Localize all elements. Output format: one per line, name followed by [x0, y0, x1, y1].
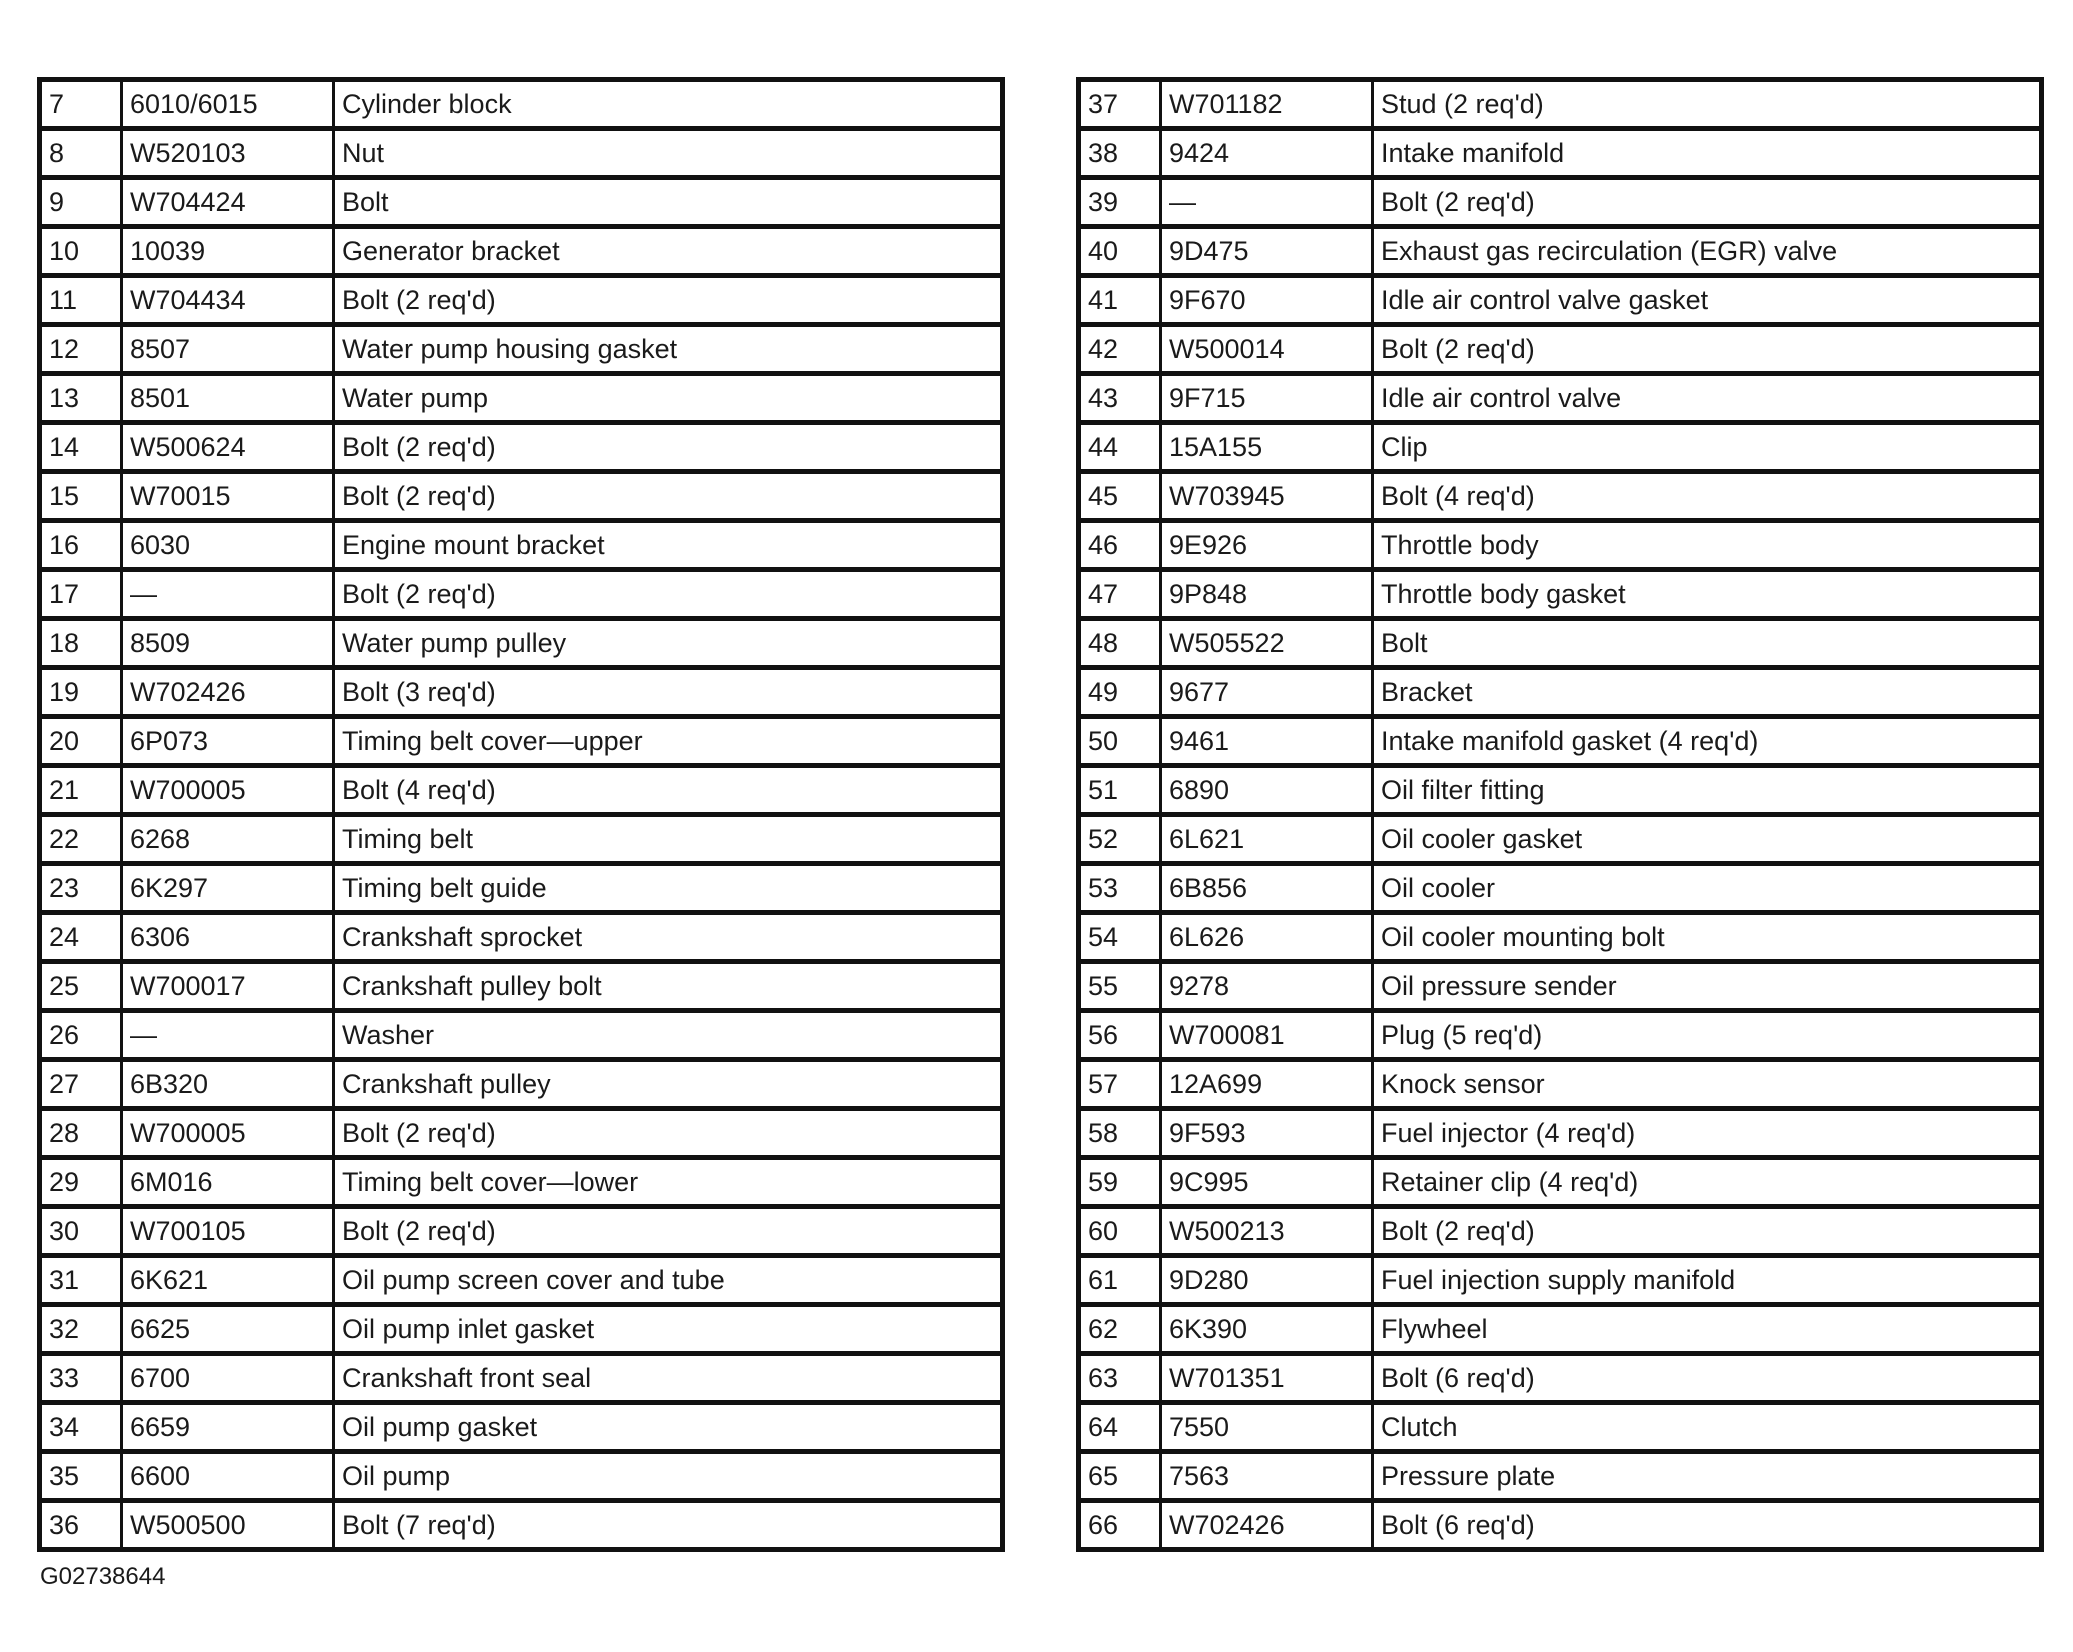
part-number-cell: W70015 [122, 472, 334, 521]
item-number-cell: 24 [40, 913, 122, 962]
description-cell: Bolt (2 req'd) [334, 570, 1003, 619]
item-number-cell: 57 [1079, 1060, 1161, 1109]
item-number-cell: 53 [1079, 864, 1161, 913]
item-number-cell: 59 [1079, 1158, 1161, 1207]
description-cell: Crankshaft pulley [334, 1060, 1003, 1109]
part-number-cell: 12A699 [1161, 1060, 1373, 1109]
description-cell: Oil filter fitting [1373, 766, 2042, 815]
part-number-cell: 9F715 [1161, 374, 1373, 423]
part-number-cell: W703945 [1161, 472, 1373, 521]
part-number-cell: 15A155 [1161, 423, 1373, 472]
part-number-cell: 9F670 [1161, 276, 1373, 325]
part-number-cell: 6K390 [1161, 1305, 1373, 1354]
table-row [40, 325, 1003, 374]
table-row [1079, 913, 2042, 962]
item-number-cell: 15 [40, 472, 122, 521]
table-row [1079, 1403, 2042, 1452]
item-number-cell: 46 [1079, 521, 1161, 570]
item-number-cell: 8 [40, 129, 122, 178]
item-number-cell: 47 [1079, 570, 1161, 619]
table-row [1079, 962, 2042, 1011]
item-number-cell: 32 [40, 1305, 122, 1354]
part-number-cell: 6L621 [1161, 815, 1373, 864]
part-number-cell: W700105 [122, 1207, 334, 1256]
description-cell: Clip [1373, 423, 2042, 472]
item-number-cell: 58 [1079, 1109, 1161, 1158]
description-cell: Idle air control valve [1373, 374, 2042, 423]
part-number-cell: 7550 [1161, 1403, 1373, 1452]
item-number-cell: 52 [1079, 815, 1161, 864]
part-number-cell: 9D475 [1161, 227, 1373, 276]
description-cell: Exhaust gas recirculation (EGR) valve [1373, 227, 2042, 276]
part-number-cell: 9E926 [1161, 521, 1373, 570]
table-row [40, 913, 1003, 962]
description-cell: Washer [334, 1011, 1003, 1060]
table-row [1079, 521, 2042, 570]
part-number-cell: W500500 [122, 1501, 334, 1550]
table-row [1079, 129, 2042, 178]
item-number-cell: 31 [40, 1256, 122, 1305]
part-number-cell: 9C995 [1161, 1158, 1373, 1207]
description-cell: Generator bracket [334, 227, 1003, 276]
table-row [40, 1060, 1003, 1109]
part-number-cell: W500213 [1161, 1207, 1373, 1256]
description-cell: Knock sensor [1373, 1060, 2042, 1109]
item-number-cell: 65 [1079, 1452, 1161, 1501]
table-row [40, 1256, 1003, 1305]
description-cell: Water pump [334, 374, 1003, 423]
description-cell: Flywheel [1373, 1305, 2042, 1354]
table-row [40, 570, 1003, 619]
part-number-cell: W702426 [122, 668, 334, 717]
table-row [40, 227, 1003, 276]
table-row [40, 374, 1003, 423]
part-number-cell: 6625 [122, 1305, 334, 1354]
table-row [1079, 815, 2042, 864]
part-number-cell: W701351 [1161, 1354, 1373, 1403]
item-number-cell: 34 [40, 1403, 122, 1452]
table-row [1079, 1207, 2042, 1256]
part-number-cell: W700005 [122, 1109, 334, 1158]
description-cell: Bolt (2 req'd) [1373, 178, 2042, 227]
table-row [40, 1403, 1003, 1452]
item-number-cell: 21 [40, 766, 122, 815]
parts-table-left [37, 77, 1005, 1552]
part-number-cell: 8507 [122, 325, 334, 374]
item-number-cell: 18 [40, 619, 122, 668]
part-number-cell: W701182 [1161, 80, 1373, 129]
item-number-cell: 35 [40, 1452, 122, 1501]
item-number-cell: 27 [40, 1060, 122, 1109]
description-cell: Crankshaft front seal [334, 1354, 1003, 1403]
item-number-cell: 37 [1079, 80, 1161, 129]
description-cell: Stud (2 req'd) [1373, 80, 2042, 129]
table-row [40, 766, 1003, 815]
table-row [40, 178, 1003, 227]
table-row [1079, 766, 2042, 815]
item-number-cell: 43 [1079, 374, 1161, 423]
table-row [1079, 80, 2042, 129]
table-row [1079, 570, 2042, 619]
item-number-cell: 60 [1079, 1207, 1161, 1256]
description-cell: Oil cooler mounting bolt [1373, 913, 2042, 962]
part-number-cell: 6L626 [1161, 913, 1373, 962]
description-cell: Oil cooler [1373, 864, 2042, 913]
part-number-cell: — [1161, 178, 1373, 227]
description-cell: Bolt (2 req'd) [1373, 1207, 2042, 1256]
part-number-cell: W704434 [122, 276, 334, 325]
description-cell: Oil cooler gasket [1373, 815, 2042, 864]
description-cell: Timing belt cover—upper [334, 717, 1003, 766]
part-number-cell: 8509 [122, 619, 334, 668]
part-number-cell: W520103 [122, 129, 334, 178]
description-cell: Timing belt guide [334, 864, 1003, 913]
description-cell: Engine mount bracket [334, 521, 1003, 570]
item-number-cell: 36 [40, 1501, 122, 1550]
description-cell: Nut [334, 129, 1003, 178]
part-number-cell: 6010/6015 [122, 80, 334, 129]
item-number-cell: 22 [40, 815, 122, 864]
table-row [1079, 864, 2042, 913]
table-row [40, 1158, 1003, 1207]
description-cell: Fuel injection supply manifold [1373, 1256, 2042, 1305]
table-row [40, 1011, 1003, 1060]
item-number-cell: 26 [40, 1011, 122, 1060]
table-row [1079, 472, 2042, 521]
part-number-cell: W700017 [122, 962, 334, 1011]
item-number-cell: 55 [1079, 962, 1161, 1011]
description-cell: Oil pump gasket [334, 1403, 1003, 1452]
description-cell: Bolt (6 req'd) [1381, 1510, 1535, 1540]
parts-table-right [1076, 77, 2044, 1552]
item-number-cell: 12 [40, 325, 122, 374]
part-number-cell: 10039 [122, 227, 334, 276]
table-row [1079, 1011, 2042, 1060]
part-number-cell: W505522 [1161, 619, 1373, 668]
part-number-cell: 6030 [122, 521, 334, 570]
table-row [40, 864, 1003, 913]
table-row [40, 668, 1003, 717]
description-cell: Cylinder block [334, 80, 1003, 129]
part-number-cell: W700005 [122, 766, 334, 815]
description-cell: Bolt (6 req'd) [1373, 1354, 2042, 1403]
description-cell: Bolt (2 req'd) [334, 472, 1003, 521]
description-cell: Oil pump inlet gasket [334, 1305, 1003, 1354]
description-cell: Timing belt [334, 815, 1003, 864]
item-number-cell: 16 [40, 521, 122, 570]
part-number-cell: 6659 [122, 1403, 334, 1452]
description-cell: Bolt [334, 178, 1003, 227]
part-number-cell: 6600 [122, 1452, 334, 1501]
description-cell: Retainer clip (4 req'd) [1373, 1158, 2042, 1207]
part-number-cell: 6268 [122, 815, 334, 864]
description-cell: Bracket [1373, 668, 2042, 717]
parts-table-left-body [40, 80, 1003, 1550]
part-number-cell: 9P848 [1161, 570, 1373, 619]
item-number-cell: 33 [40, 1354, 122, 1403]
table-row [1079, 717, 2042, 766]
table-row [1079, 178, 2042, 227]
item-number-cell: 56 [1079, 1011, 1161, 1060]
description-cell: Crankshaft sprocket [334, 913, 1003, 962]
item-number-cell: 19 [40, 668, 122, 717]
table-row [40, 276, 1003, 325]
table-row [1079, 619, 2042, 668]
table-row [40, 1109, 1003, 1158]
item-number-cell: 61 [1079, 1256, 1161, 1305]
table-row [40, 80, 1003, 129]
part-number-cell: 9F593 [1161, 1109, 1373, 1158]
table-row [1079, 1305, 2042, 1354]
table-row [1079, 1354, 2042, 1403]
table-row [40, 962, 1003, 1011]
part-number-cell: 6K297 [122, 864, 334, 913]
part-number-cell: 6M016 [122, 1158, 334, 1207]
item-number-cell: 64 [1079, 1403, 1161, 1452]
description-cell: Intake manifold [1373, 129, 2042, 178]
description-cell: Intake manifold gasket (4 req'd) [1373, 717, 2042, 766]
description-cell: Water pump housing gasket [334, 325, 1003, 374]
item-number-cell: 11 [40, 276, 122, 325]
part-number-cell: 6306 [122, 913, 334, 962]
part-number-cell: 6K621 [122, 1256, 334, 1305]
part-number-cell: 6B856 [1161, 864, 1373, 913]
item-number-cell: 28 [40, 1109, 122, 1158]
part-number-cell: 6P073 [122, 717, 334, 766]
table-row [40, 521, 1003, 570]
table-row [1079, 227, 2042, 276]
part-number-cell: 8501 [122, 374, 334, 423]
part-number-cell: 9424 [1161, 129, 1373, 178]
part-number-cell: — [122, 570, 334, 619]
table-row [40, 129, 1003, 178]
table-row [1079, 1501, 2042, 1550]
table-row [40, 1305, 1003, 1354]
description-cell: Throttle body [1373, 521, 2042, 570]
table-row [1079, 1256, 2042, 1305]
description-cell: Fuel injector (4 req'd) [1373, 1109, 2042, 1158]
item-number-cell: 51 [1079, 766, 1161, 815]
description-cell: Bolt (2 req'd) [334, 423, 1003, 472]
table-row [40, 619, 1003, 668]
description-cell: Bolt (2 req'd) [334, 1207, 1003, 1256]
description-cell: Idle air control valve gasket [1373, 276, 2042, 325]
table-row [1079, 1452, 2042, 1501]
table-row [1079, 668, 2042, 717]
item-number-cell: 42 [1079, 325, 1161, 374]
description-cell: Bolt (4 req'd) [334, 766, 1003, 815]
item-number-cell: 29 [40, 1158, 122, 1207]
table-row [40, 472, 1003, 521]
item-number-cell: 48 [1079, 619, 1161, 668]
part-number-cell: — [122, 1011, 334, 1060]
item-number-cell: 13 [40, 374, 122, 423]
part-number-cell: W704424 [122, 178, 334, 227]
item-number-cell: 7 [40, 80, 122, 129]
part-number-cell: 9278 [1161, 962, 1373, 1011]
description-cell: Bolt (2 req'd) [334, 276, 1003, 325]
item-number-cell: 30 [40, 1207, 122, 1256]
item-number-cell: 66 [1079, 1501, 1161, 1550]
table-row [1079, 325, 2042, 374]
table-row [1079, 1060, 2042, 1109]
part-number-cell: W702426 [1161, 1501, 1373, 1550]
table-row [40, 1354, 1003, 1403]
part-number-cell: W700081 [1161, 1011, 1373, 1060]
description-cell: Bolt (7 req'd) [342, 1510, 496, 1540]
table-row [1079, 276, 2042, 325]
item-number-cell: 10 [40, 227, 122, 276]
item-number-cell: 44 [1079, 423, 1161, 472]
item-number-cell: 41 [1079, 276, 1161, 325]
item-number-cell: 17 [40, 570, 122, 619]
item-number-cell: 40 [1079, 227, 1161, 276]
table-row [1079, 423, 2042, 472]
description-cell: Oil pump screen cover and tube [334, 1256, 1003, 1305]
part-number-cell: 7563 [1161, 1452, 1373, 1501]
part-number-cell: 6B320 [122, 1060, 334, 1109]
description-cell: Throttle body gasket [1373, 570, 2042, 619]
description-cell: Bolt [1373, 619, 2042, 668]
item-number-cell: 49 [1079, 668, 1161, 717]
item-number-cell: 20 [40, 717, 122, 766]
description-cell: Bolt (4 req'd) [1373, 472, 2042, 521]
table-row [1079, 374, 2042, 423]
item-number-cell: 39 [1079, 178, 1161, 227]
table-row [40, 1452, 1003, 1501]
part-number-cell: 6700 [122, 1354, 334, 1403]
table-row [40, 1207, 1003, 1256]
part-number-cell: 6890 [1161, 766, 1373, 815]
part-number-cell: 9D280 [1161, 1256, 1373, 1305]
part-number-cell: 9461 [1161, 717, 1373, 766]
item-number-cell: 9 [40, 178, 122, 227]
part-number-cell: W500014 [1161, 325, 1373, 374]
description-cell: Bolt (2 req'd) [1373, 325, 2042, 374]
item-number-cell: 62 [1079, 1305, 1161, 1354]
item-number-cell: 25 [40, 962, 122, 1011]
item-number-cell: 38 [1079, 129, 1161, 178]
item-number-cell: 45 [1079, 472, 1161, 521]
figure-id: G02738644 [40, 1563, 166, 1590]
description-cell: Crankshaft pulley bolt [334, 962, 1003, 1011]
description-cell: Bolt (2 req'd) [334, 1109, 1003, 1158]
table-row [1079, 1109, 2042, 1158]
table-row [40, 423, 1003, 472]
table-row [40, 1501, 1003, 1550]
description-cell: Plug (5 req'd) [1373, 1011, 2042, 1060]
table-row [40, 717, 1003, 766]
description-cell: Timing belt cover—lower [334, 1158, 1003, 1207]
table-row [1079, 1158, 2042, 1207]
part-number-cell: 9677 [1161, 668, 1373, 717]
item-number-cell: 14 [40, 423, 122, 472]
description-cell: Water pump pulley [334, 619, 1003, 668]
table-row [40, 815, 1003, 864]
item-number-cell: 63 [1079, 1354, 1161, 1403]
description-cell: Pressure plate [1373, 1452, 2042, 1501]
parts-table-right-body [1079, 80, 2042, 1550]
description-cell: Oil pump [334, 1452, 1003, 1501]
item-number-cell: 23 [40, 864, 122, 913]
part-number-cell: W500624 [122, 423, 334, 472]
description-cell: Bolt (3 req'd) [334, 668, 1003, 717]
description-cell: Oil pressure sender [1373, 962, 2042, 1011]
item-number-cell: 54 [1079, 913, 1161, 962]
description-cell: Clutch [1373, 1403, 2042, 1452]
item-number-cell: 50 [1079, 717, 1161, 766]
